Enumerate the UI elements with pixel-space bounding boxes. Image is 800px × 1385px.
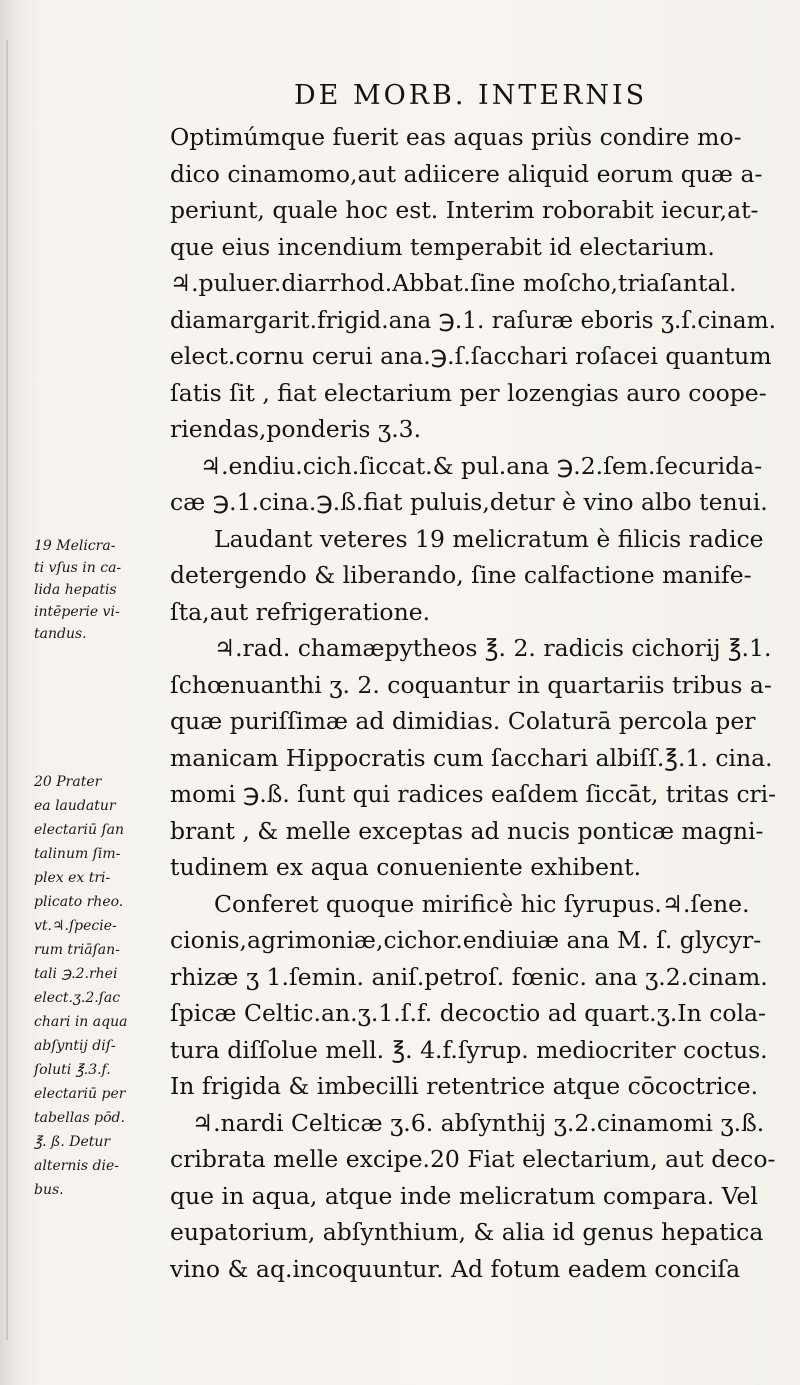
- body-line: diamargarit.frigid.ana ℈.1. raſuræ eboris ʒ.ſ.cinam.: [170, 305, 776, 334]
- margin-note-line: tali ℈.2.rhei: [34, 966, 118, 982]
- body-line: dico cinamomo,aut adiicere aliquid eorum quæ a-: [170, 159, 763, 188]
- body-line: ſpicæ Celtic.an.ʒ.1.ſ.f. decoctio ad quart.ʒ.In cola-: [170, 999, 766, 1027]
- margin-note-line: elect.ʒ.2.ſac: [34, 990, 121, 1006]
- margin-note-line: bus.: [34, 1182, 64, 1198]
- body-line: cionis,agrimoniæ,cichor.endiuiæ ana M. ſ. glycyr-: [170, 926, 762, 954]
- body-line: que eius incendium temperabit id electarium.: [170, 232, 715, 261]
- margin-note-line: intēperie vi-: [34, 604, 120, 620]
- body-line: ſchœnuanthi ʒ. 2. coquantur in quartariis tribus a-: [170, 670, 772, 699]
- body-line: In frigida & imbecilli retentrice atque cōcoctrice.: [170, 1072, 759, 1100]
- margin-note-line: ti vſus in ca-: [34, 560, 122, 576]
- margin-note-line: electariū ſan: [34, 822, 125, 838]
- body-line: quæ puriſſimæ ad dimidias. Colaturā percola per: [170, 707, 756, 735]
- margin-note-line: talinum ſim-: [34, 846, 121, 862]
- body-line: ♃.puluer.diarrhod.Abbat.ſine moſcho,triaſantal.: [170, 269, 737, 297]
- body-line: Conferet quoque mirificè hic ſyrupus.♃.ſene.: [214, 889, 750, 918]
- body-line: Optimúmque fuerit eas aquas priùs condire mo-: [170, 123, 742, 151]
- margin-note-line: ℥. ß. Detur: [34, 1134, 111, 1150]
- running-header: DE MORB. INTERNIS: [294, 80, 648, 111]
- body-line: momi ℈.ß. ſunt qui radices eaſdem ſiccāt, tritas cri-: [170, 780, 777, 808]
- body-line: tudinem ex aqua conueniente exhibent.: [170, 853, 642, 881]
- body-line: eupatorium, abſynthium, & alia id genus hepatica: [170, 1218, 764, 1246]
- body-line: ſatis ſit , fiat electarium per lozengias auro coope-: [170, 378, 767, 407]
- body-line: detergendo & liberando, ſine calfactione manife-: [170, 561, 752, 589]
- body-line: cribrata melle excipe.20 Fiat electarium, aut deco-: [170, 1145, 776, 1173]
- margin-note-line: electariū per: [34, 1086, 126, 1102]
- body-line: ♃.rad. chamæpytheos ℥. 2. radicis cichorij ℥.1.: [214, 634, 772, 662]
- body-line: Laudant veteres 19 melicratum è filicis radice: [214, 524, 764, 553]
- body-line: ſta,aut refrigeratione.: [170, 597, 431, 626]
- margin-note-line: abſyntij diſ-: [34, 1038, 116, 1054]
- body-line: manicam Hippocratis cum ſacchari albiſſ.℥.1. cina.: [170, 743, 773, 772]
- body-line: que in aqua, atque inde melicratum compara. Vel: [170, 1181, 758, 1210]
- margin-note-line: plex ex tri-: [34, 870, 111, 886]
- margin-note-line: lida hepatis: [34, 582, 117, 598]
- margin-note-line: tandus.: [34, 626, 87, 642]
- page-gutter-edge: [6, 40, 8, 1340]
- margin-note-line: tabellas pōd.: [34, 1110, 125, 1126]
- body-line: ♃.endiu.cich.ſiccat.& pul.ana ℈.2.ſem.ſecurida-: [200, 451, 763, 480]
- margin-note-line: ea laudatur: [34, 798, 116, 814]
- margin-note-line: ſoluti ℥.3.f.: [34, 1062, 111, 1078]
- body-line: elect.cornu cerui ana.℈.ſ.ſacchari roſacei quantum: [170, 342, 772, 370]
- margin-note-line: 20 Prater: [34, 774, 102, 790]
- body-line: riendas,ponderis ʒ.3.: [170, 415, 422, 443]
- margin-note-line: chari in aqua: [34, 1014, 128, 1030]
- body-line: cæ ℈.1.cina.℈.ß.fiat puluis,detur è vino albo tenui.: [170, 488, 768, 516]
- body-line: rhizæ ʒ 1.ſemin. aniſ.petroſ. fœnic. ana ʒ.2.cinam.: [170, 962, 768, 991]
- body-line: tura diſſolue mell. ℥. 4.f.ſyrup. mediocriter coctus.: [170, 1035, 768, 1064]
- margin-note-line: rum triāſan-: [34, 942, 120, 958]
- body-line: periunt, quale hoc est. Interim roborabit iecur,at-: [170, 196, 759, 224]
- margin-note-line: alternis die-: [34, 1158, 120, 1174]
- margin-note-line: plicato rheo.: [34, 894, 124, 910]
- body-line: vino & aq.incoquuntur. Ad fotum eadem conciſa: [170, 1254, 741, 1283]
- margin-note-line: vt.♃.ſpecie-: [34, 918, 117, 934]
- body-line: ♃.nardi Celticæ ʒ.6. abſynthij ʒ.2.cinamomi ʒ.ß.: [192, 1108, 765, 1137]
- margin-note-line: 19 Melicra-: [34, 538, 116, 554]
- body-line: brant , & melle exceptas ad nucis ponticæ magni-: [170, 816, 764, 845]
